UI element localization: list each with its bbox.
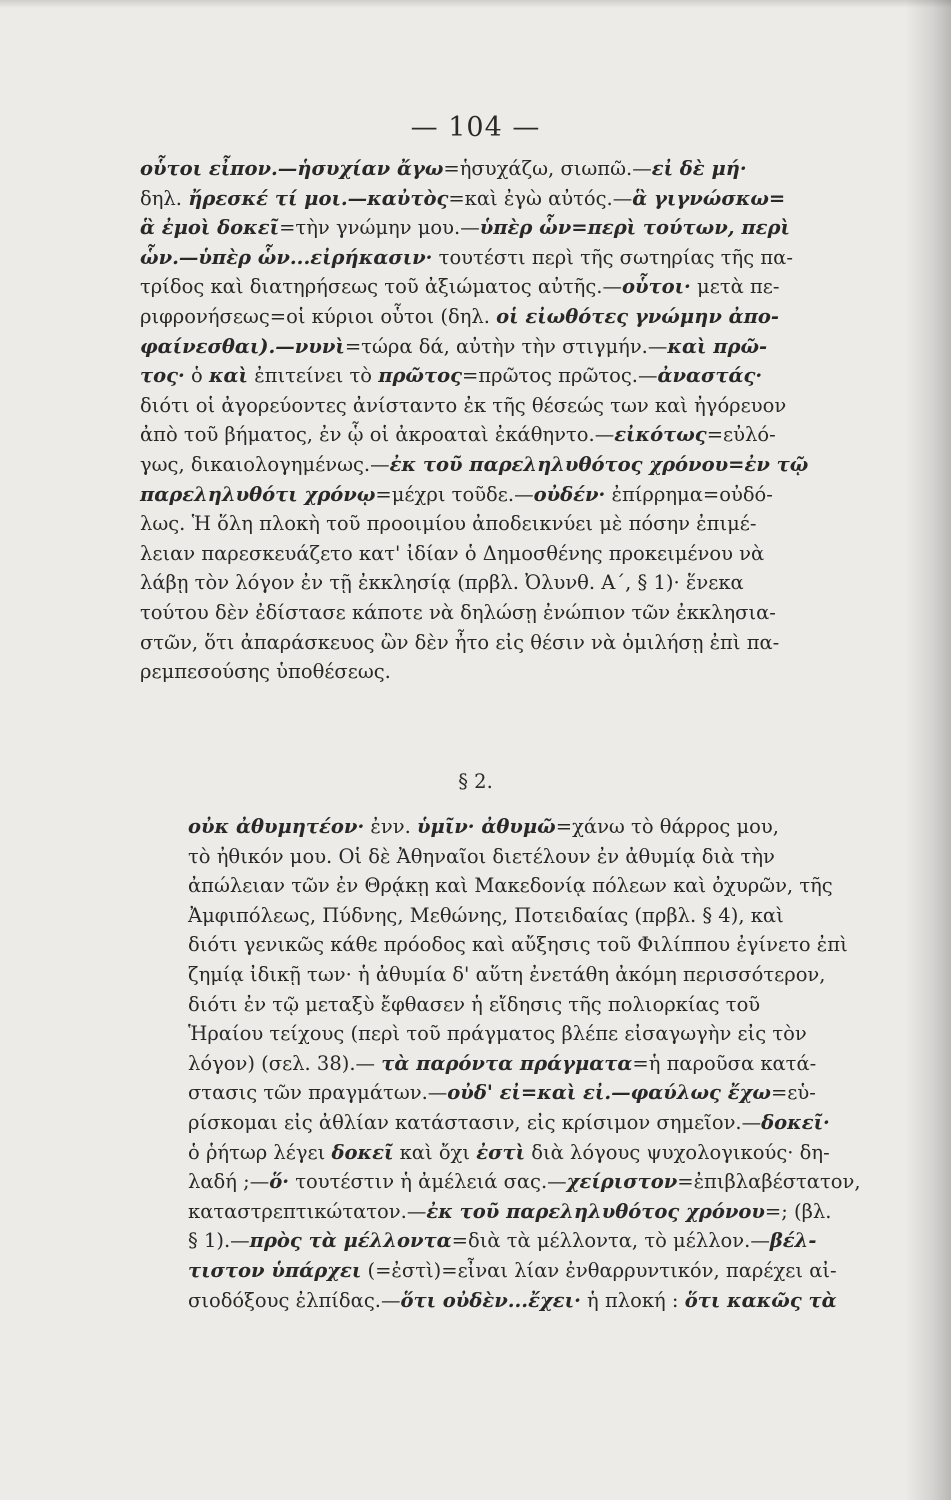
lemma-term: βέλ- bbox=[769, 1229, 817, 1253]
gloss-text: (=ἐστὶ)=εἶναι λίαν ἐνθαρρυντικόν, παρέχει αἰ- bbox=[361, 1258, 837, 1282]
lemma-term: ἐκ τοῦ παρεληλυθότος χρόνου bbox=[426, 1199, 765, 1223]
gloss-text: τουτέστιν ἡ ἀμέλειά σας.— bbox=[289, 1170, 567, 1194]
lemma-term: ἀναστάς· bbox=[657, 364, 763, 388]
text-line bbox=[140, 1078, 830, 1108]
page-top-shadow bbox=[0, 0, 951, 8]
text-line bbox=[140, 657, 830, 687]
lemma-term: οὐκ ἀθυμητέον· bbox=[188, 815, 365, 838]
text-line bbox=[140, 480, 830, 510]
gloss-text: λως. Ἡ ὅλη πλοκὴ τοῦ προοιμίου ἀποδεικνύει μὲ πόσην ἐπιμέ- bbox=[140, 512, 757, 536]
gloss-text: ὁ ῥήτωρ λέγει bbox=[188, 1140, 332, 1164]
text-line bbox=[140, 960, 830, 990]
text-line bbox=[140, 213, 830, 243]
text-line bbox=[140, 812, 830, 842]
lemma-term: ἐκ τοῦ παρεληλυθότος χρόνου=ἐν τῷ bbox=[389, 452, 809, 476]
lemma-term: δοκεῖ· bbox=[761, 1110, 830, 1134]
lemma-term: δοκεῖ bbox=[331, 1140, 394, 1164]
lemma-term: παρεληλυθότι χρόνῳ bbox=[140, 482, 376, 506]
text-line bbox=[140, 391, 830, 421]
gloss-text: =τώρα δά, αὐτὴν τὴν στιγμήν.— bbox=[344, 334, 668, 358]
gloss-text: =; (βλ. bbox=[764, 1199, 832, 1223]
lemma-term: εἰκότως bbox=[614, 423, 707, 447]
gloss-text: τρίδος καὶ διατηρήσεως τοῦ ἀξιώματος αὐτῆς.— bbox=[140, 275, 622, 299]
gloss-text: =εὑ- bbox=[770, 1081, 816, 1105]
gloss-text: ἐπιτείνει τὸ bbox=[248, 364, 379, 388]
text-line bbox=[140, 361, 830, 391]
gloss-text: στασις τῶν πραγμάτων.— bbox=[188, 1081, 448, 1105]
gloss-text: διότι ἐν τῷ μεταξὺ ἔφθασεν ἡ εἴδησις τῆς πολιορκίας τοῦ bbox=[188, 992, 761, 1016]
lemma-term: ἃ ἐμοὶ δοκεῖ bbox=[140, 216, 280, 240]
text-line bbox=[140, 302, 830, 332]
gloss-text: ὁ bbox=[184, 364, 209, 388]
gloss-text: =χάνω τὸ θάρρος μου, bbox=[555, 815, 779, 838]
lemma-term: οὗτοι· bbox=[621, 275, 691, 299]
text-line bbox=[140, 184, 830, 214]
lemma-term: τιστον ὑπάρχει bbox=[188, 1258, 362, 1282]
text-line bbox=[140, 154, 830, 184]
gloss-text: ἀπὸ τοῦ βήματος, ἐν ᾧ οἱ ἀκροαταὶ ἐκάθηντο.— bbox=[140, 423, 615, 447]
text-line bbox=[140, 901, 830, 931]
gloss-text: =ἡσυχάζω, σιωπῶ.— bbox=[443, 157, 652, 180]
gloss-text: =τὴν γνώμην μου.— bbox=[279, 216, 480, 240]
gloss-text: =πρῶτος πρῶτος.— bbox=[462, 364, 658, 388]
gloss-text: ἐπίρρημα=οὐδό- bbox=[605, 482, 773, 506]
lemma-term: εἰ δὲ μή· bbox=[651, 157, 747, 180]
text-line bbox=[140, 990, 830, 1020]
text-line bbox=[140, 509, 830, 539]
lemma-term: οὗτοι εἶπον.—ἡσυχίαν ἄγω bbox=[140, 157, 444, 180]
gloss-text: τούτου δὲν ἐδίστασε κάποτε νὰ δηλώσῃ ἐνώπιον τῶν ἐκκλησια- bbox=[140, 600, 776, 624]
gloss-text: Ἡραίου τείχους (περὶ τοῦ πράγματος βλέπε εἰσαγωγὴν εἰς τὸν bbox=[188, 1022, 807, 1046]
gloss-text: τὸ ἠθικόν μου. Οἱ δὲ Ἀθηναῖοι διετέλουν ἐν ἀθυμίᾳ διὰ τὴν bbox=[188, 844, 775, 868]
text-line bbox=[140, 1286, 837, 1316]
gloss-text: § 1).— bbox=[188, 1229, 250, 1253]
gloss-text: σιοδόξους ἐλπίδας.— bbox=[188, 1288, 401, 1312]
section-heading: § 2. bbox=[458, 770, 493, 793]
gloss-text: διότι γενικῶς κάθε πρόοδος καὶ αὔξησις τοῦ Φιλίππου ἐγίνετο ἐπὶ bbox=[188, 933, 848, 957]
text-line bbox=[140, 420, 830, 450]
lemma-term: πρῶτος bbox=[378, 364, 462, 388]
text-line bbox=[140, 871, 833, 901]
text-line bbox=[140, 332, 830, 362]
gloss-text: =ἡ παροῦσα κατά- bbox=[632, 1051, 817, 1075]
text-line bbox=[140, 1108, 830, 1138]
gloss-text: ἡ πλοκή : bbox=[580, 1288, 685, 1312]
text-line bbox=[140, 842, 830, 872]
text-line bbox=[140, 598, 830, 628]
lemma-term: τος· bbox=[140, 364, 185, 388]
paragraph-lines bbox=[140, 154, 830, 687]
lemma-term: καὶ bbox=[208, 364, 248, 388]
gloss-text: στῶν, ὅτι ἀπαράσκευος ὢν δὲν ἦτο εἰς θέσιν νὰ ὁμιλήσῃ ἐπὶ πα- bbox=[140, 630, 780, 654]
commentary-paragraph-1 bbox=[140, 154, 830, 687]
gloss-text: μετὰ πε- bbox=[690, 275, 780, 299]
gloss-text: καταστρεπτικώτατον.— bbox=[188, 1199, 427, 1223]
lemma-term: χείριστον bbox=[566, 1170, 678, 1194]
lemma-term: ὅτι οὐδὲν...ἔχει· bbox=[400, 1288, 581, 1312]
lemma-term: οἱ εἰωθότες γνώμην ἀπο- bbox=[496, 304, 780, 328]
lemma-term: φαίνεσθαι).—νυνὶ bbox=[140, 334, 345, 358]
page-number: — 104 — bbox=[410, 112, 541, 143]
text-line bbox=[140, 1226, 830, 1256]
gloss-text: λειαν παρεσκευάζετο κατ' ἰδίαν ὁ Δημοσθένης προκειμένου νὰ bbox=[140, 541, 765, 565]
gloss-text: τουτέστι περὶ τῆς σωτηρίας τῆς πα- bbox=[432, 245, 793, 269]
lemma-term: ὑμῖν· ἀθυμῶ bbox=[417, 815, 556, 838]
text-line bbox=[140, 243, 830, 273]
text-line bbox=[140, 1138, 830, 1168]
text-line bbox=[140, 1049, 830, 1079]
gloss-text: =εὐλό- bbox=[706, 423, 776, 447]
gloss-text: δηλ. bbox=[140, 186, 189, 210]
lemma-term: ἐστὶ bbox=[476, 1140, 526, 1164]
paragraph-lines bbox=[140, 812, 861, 1315]
lemma-term: ἃ γιγνώσκω= bbox=[632, 186, 786, 210]
text-line bbox=[140, 1167, 861, 1197]
gloss-text: Ἀμφιπόλεως, Πύδνης, Μεθώνης, Ποτειδαίας (πρβλ. § 4), καὶ bbox=[188, 903, 784, 927]
lemma-term: τὰ παρόντα πράγματα bbox=[381, 1051, 633, 1075]
gloss-text: ρεμπεσούσης ὑποθέσεως. bbox=[140, 660, 391, 684]
gloss-text: ἀπώλειαν τῶν ἐν Θρᾴκῃ καὶ Μακεδονίᾳ πόλεων καὶ ὀχυρῶν, τῆς bbox=[188, 874, 833, 898]
commentary-paragraph-2 bbox=[140, 812, 861, 1315]
text-line bbox=[140, 628, 830, 658]
text-line bbox=[140, 272, 830, 302]
lemma-term: ὅτι κακῶς τὰ bbox=[684, 1288, 837, 1312]
lemma-term: οὐδέν· bbox=[533, 482, 606, 506]
text-line bbox=[140, 1256, 837, 1286]
gloss-text: ρίσκομαι εἰς ἀθλίαν κατάστασιν, εἰς κρίσιμον σημεῖον.— bbox=[188, 1110, 762, 1134]
lemma-term: καὶ πρῶ- bbox=[667, 334, 768, 358]
gloss-text: λόγον) (σελ. 38).— bbox=[188, 1051, 382, 1075]
gloss-text: =ἐπιβλαβέστατον, bbox=[677, 1170, 861, 1194]
gloss-text: γως, δικαιολογημένως.— bbox=[140, 452, 390, 476]
lemma-term: ὑπὲρ ὧν=περὶ τούτων, περὶ bbox=[479, 216, 790, 240]
page-binding-shadow bbox=[905, 0, 951, 1500]
text-line bbox=[140, 1197, 830, 1227]
gloss-text: λαδή ;— bbox=[188, 1170, 270, 1194]
text-line bbox=[140, 1019, 830, 1049]
lemma-term: ἤρεσκέ τί μοι.—καὐτὸς bbox=[188, 186, 449, 210]
gloss-text: διὰ λόγους ψυχολογικούς· δη- bbox=[525, 1140, 830, 1164]
gloss-text: =διὰ τὰ μέλλοντα, τὸ μέλλον.— bbox=[451, 1229, 770, 1253]
text-line bbox=[140, 450, 830, 480]
text-line bbox=[140, 539, 830, 569]
lemma-term: πρὸς τὰ μέλλοντα bbox=[249, 1229, 452, 1253]
gloss-text: καὶ ὄχι bbox=[393, 1140, 477, 1164]
gloss-text: =καὶ ἐγὼ αὐτός.— bbox=[448, 186, 633, 210]
lemma-term: ὅ· bbox=[269, 1170, 290, 1194]
gloss-text: ζημίᾳ ἰδικῇ των· ἡ ἀθυμία δ' αὕτη ἐνετάθη ἀκόμη περισσότερον, bbox=[188, 962, 826, 986]
gloss-text: =μέχρι τοῦδε.— bbox=[375, 482, 534, 506]
lemma-term: οὐδ' εἰ=καὶ εἰ.—φαύλως ἔχω bbox=[447, 1081, 771, 1105]
text-line bbox=[140, 930, 848, 960]
gloss-text: διότι οἱ ἀγορεύοντες ἀνίσταντο ἐκ τῆς θέσεώς των καὶ ἠγόρευον bbox=[140, 393, 787, 417]
gloss-text: ριφρονήσεως=οἱ κύριοι οὗτοι (δηλ. bbox=[140, 304, 497, 328]
gloss-text: λάβῃ τὸν λόγον ἐν τῇ ἐκκλησίᾳ (πρβλ. Ὀλυνθ. Α΄, § 1)· ἕνεκα bbox=[140, 571, 744, 595]
text-line bbox=[140, 568, 830, 598]
gloss-text: ἐνν. bbox=[364, 815, 418, 838]
lemma-term: ὧν.—ὑπὲρ ὧν...εἰρήκασιν· bbox=[140, 245, 433, 269]
